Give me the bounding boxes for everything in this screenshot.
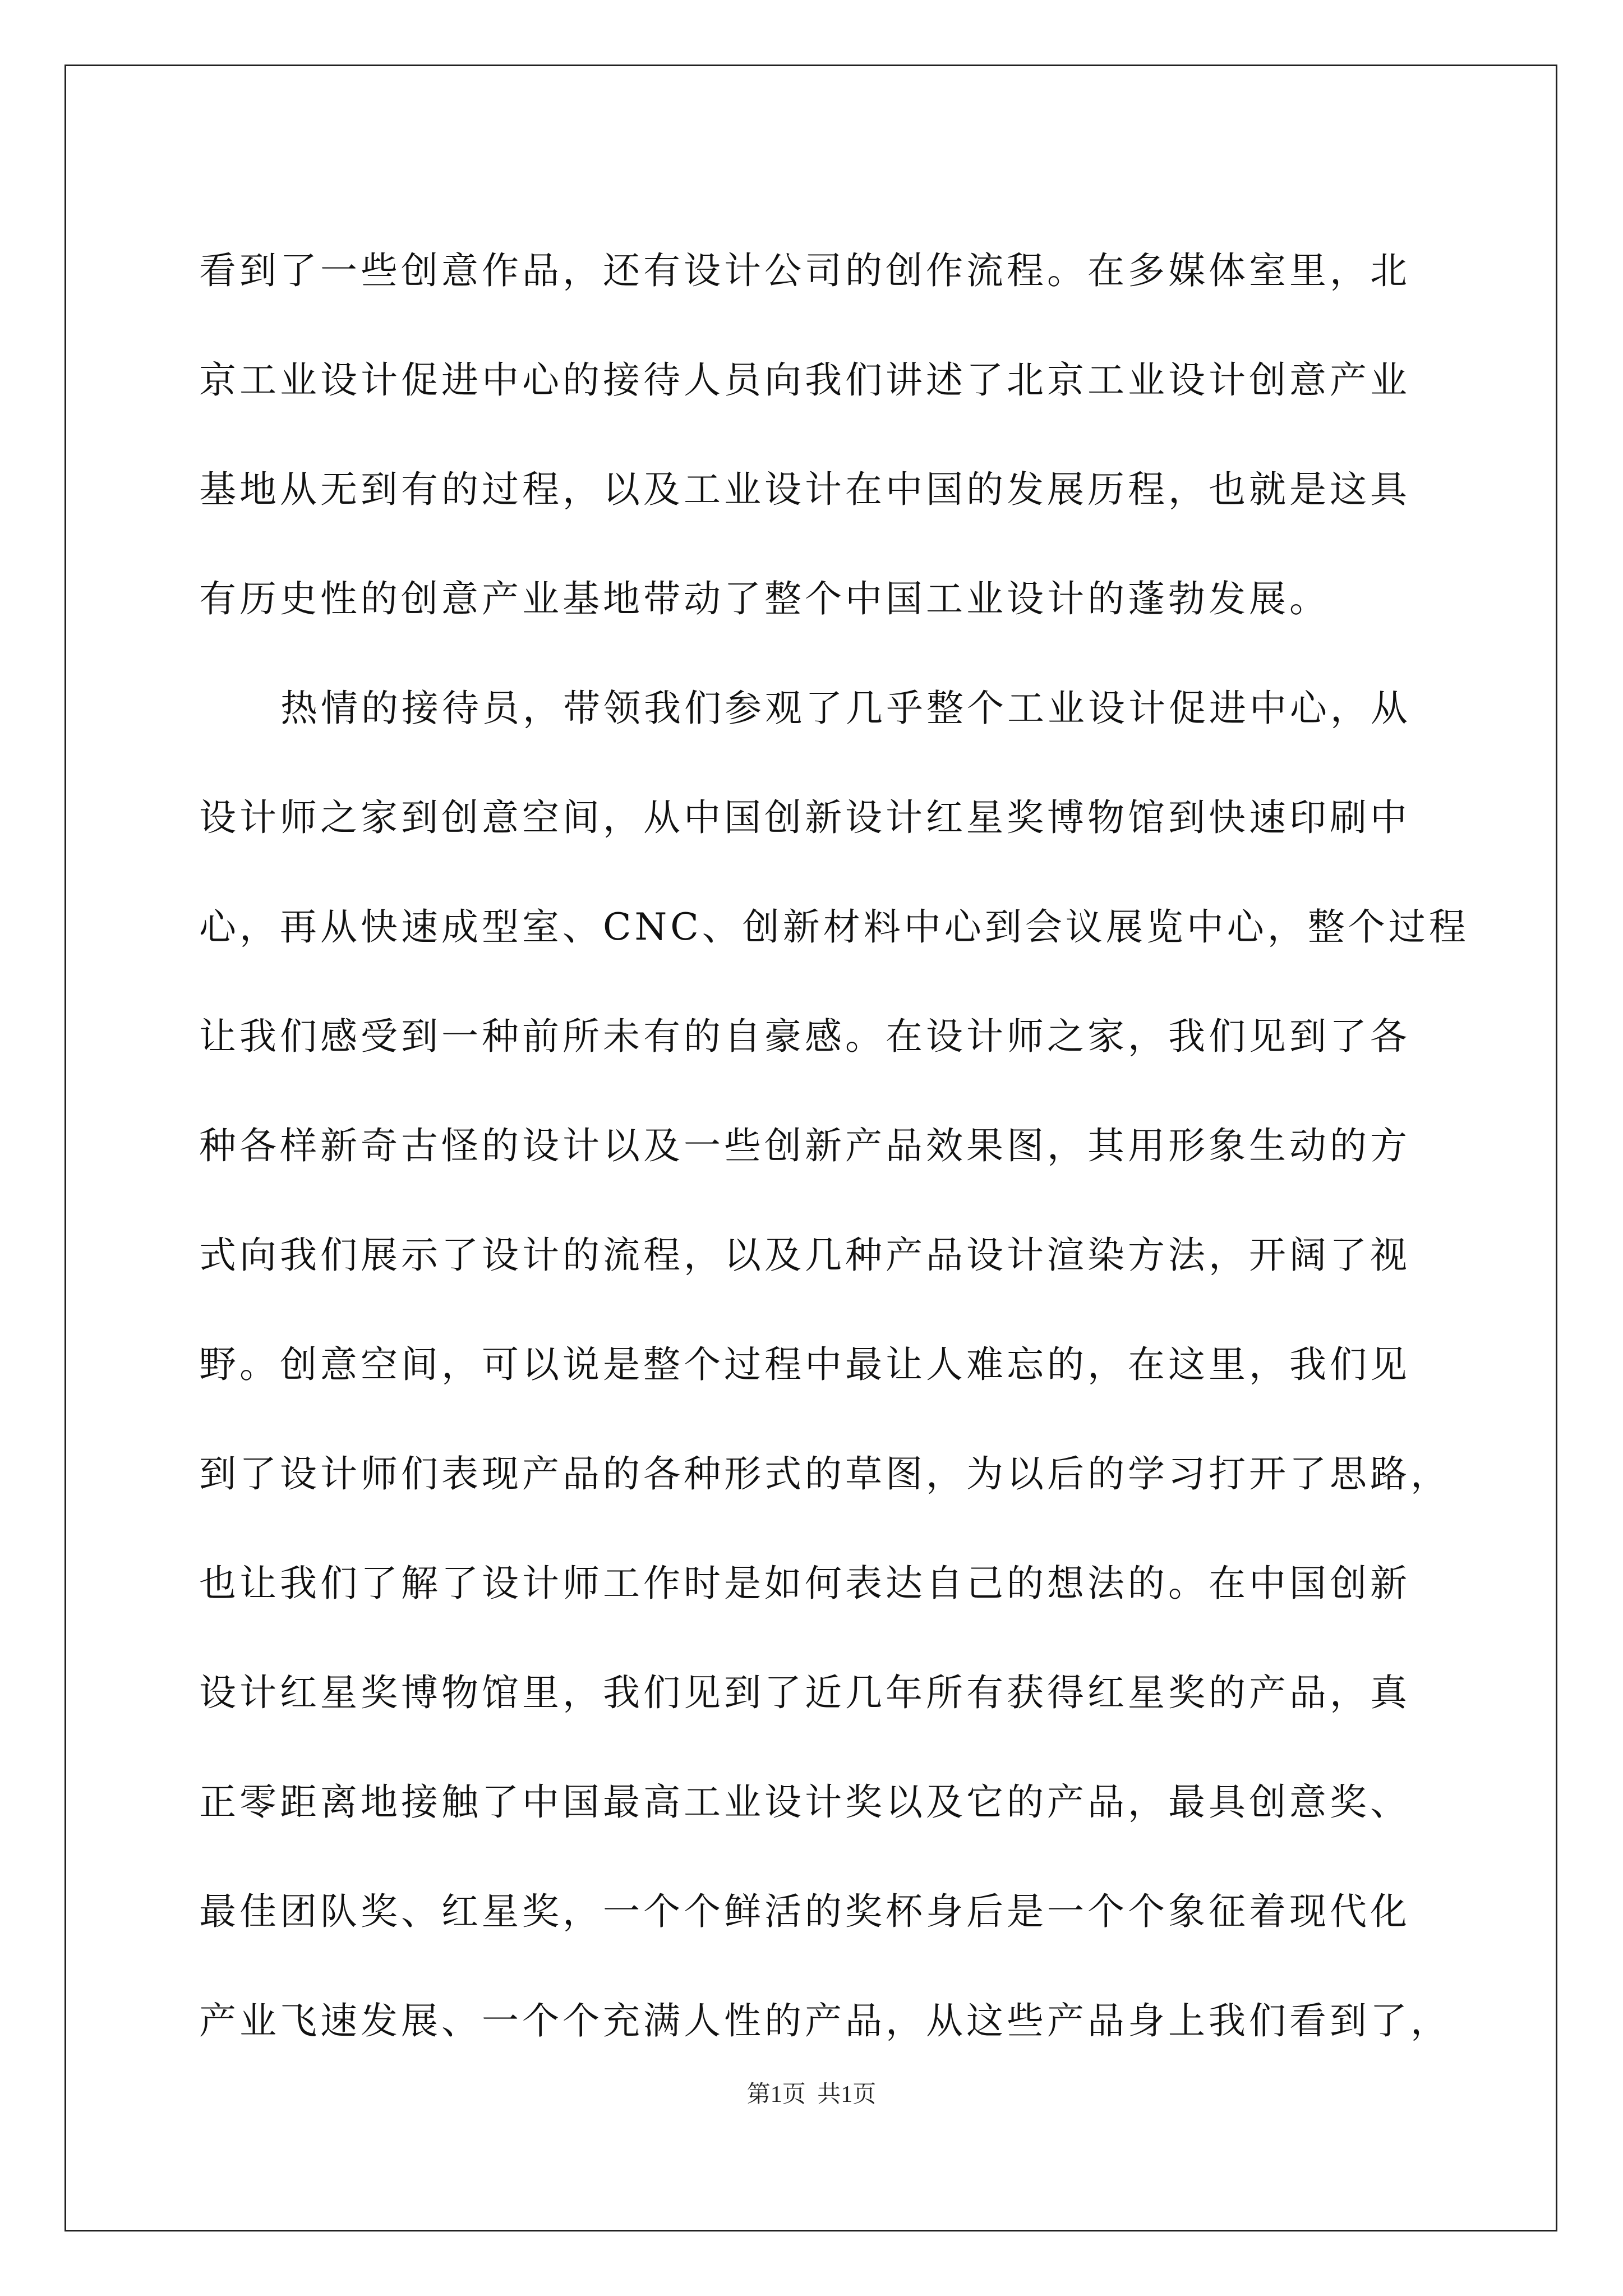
paragraph-2 [199, 654, 1469, 2076]
text-line: 野。创意空间，可以说是整个过程中最让人难忘的，在这里，我们见 [199, 1343, 1410, 1386]
text-line: 京工业设计促进中心的接待人员向我们讲述了北京工业设计创意产业 [199, 358, 1410, 402]
text-line: 式向我们展示了设计的流程，以及几种产品设计渲染方法，开阔了视 [199, 1234, 1410, 1277]
document-body [199, 216, 1469, 2076]
text-line: 设计红星奖博物馆里，我们见到了近几年所有获得红星奖的产品，真 [199, 1671, 1410, 1714]
text-line: 心，再从快速成型室、CNC、创新材料中心到会议展览中心，整个过程 [199, 905, 1469, 949]
text-line: 正零距离地接触了中国最高工业设计奖以及它的产品，最具创意奖、 [199, 1780, 1410, 1824]
text-line-indented: 热情的接待员，带领我们参观了几乎整个工业设计促进中心，从 [280, 687, 1411, 730]
text-line: 产业飞速发展、一个个充满人性的产品，从这些产品身上我们看到了， [199, 1999, 1451, 2042]
text-line: 让我们感受到一种前所未有的自豪感。在设计师之家，我们见到了各 [199, 1015, 1410, 1058]
text-line: 看到了一些创意作品，还有设计公司的创作流程。在多媒体室里，北 [199, 249, 1410, 292]
page-number-footer: 第1页 共1页 [746, 2082, 877, 2108]
text-line: 有历史性的创意产业基地带动了整个中国工业设计的蓬勃发展。 [199, 577, 1330, 620]
text-line: 种各样新奇古怪的设计以及一些创新产品效果图，其用形象生动的方 [199, 1124, 1410, 1167]
paragraph-1 [199, 216, 1433, 654]
text-line: 也让我们了解了设计师工作时是如何表达自己的想法的。在中国创新 [199, 1562, 1410, 1605]
text-line: 最佳团队奖、红星奖，一个个鲜活的奖杯身后是一个个象征着现代化 [199, 1890, 1410, 1933]
text-line: 设计师之家到创意空间，从中国创新设计红星奖博物馆到快速印刷中 [199, 796, 1410, 839]
text-line: 到了设计师们表现产品的各种形式的草图，为以后的学习打开了思路， [199, 1452, 1451, 1496]
text-line: 基地从无到有的过程，以及工业设计在中国的发展历程，也就是这具 [199, 468, 1410, 511]
